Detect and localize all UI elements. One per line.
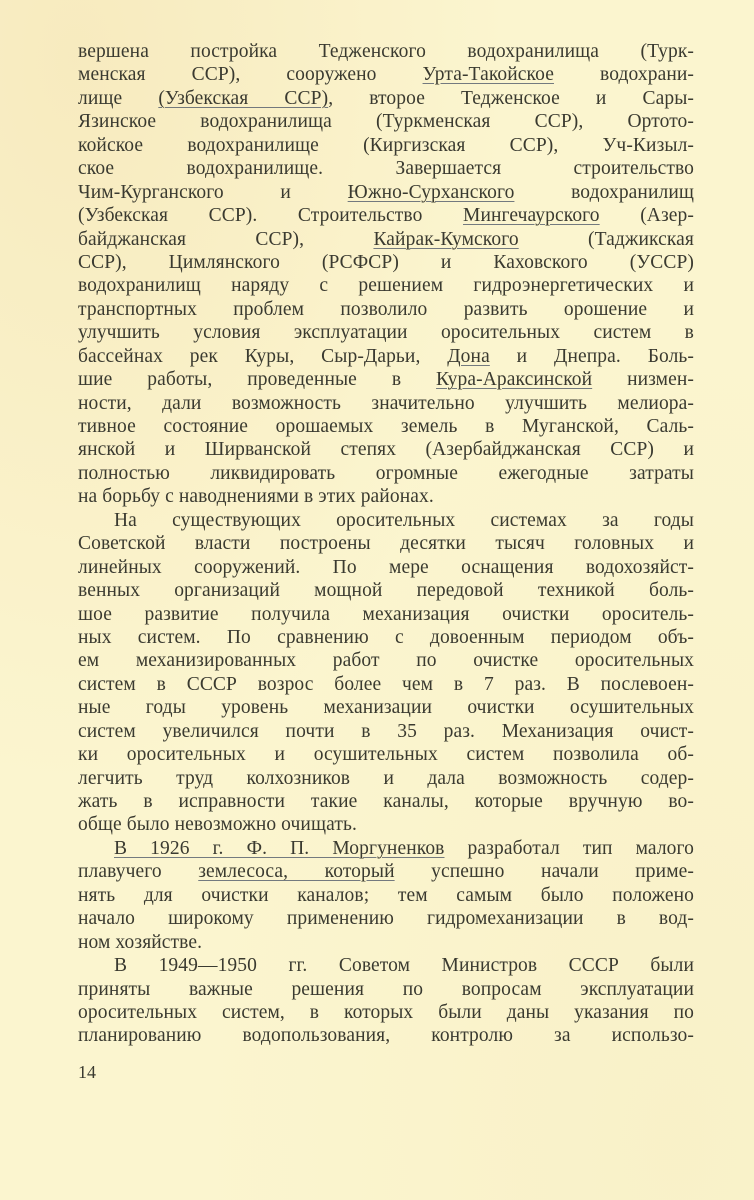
- text-line: На существующих оросительных системах за годы: [114, 509, 694, 531]
- pencil-underline: В 1926 г. Ф. П. Моргуненков: [114, 837, 445, 859]
- text-line: В 1949—1950 гг. Советом Министров СССР были: [114, 955, 694, 977]
- paragraph-2: [78, 509, 694, 837]
- text-line: ки оросительных и осушительных систем позволила об-: [78, 744, 694, 766]
- text-line: ном хозяйстве.: [78, 931, 203, 953]
- text-line: транспортных проблем позволило развить орошение и: [78, 298, 694, 320]
- text-line: оросительных систем, в которых были даны указания по: [78, 1001, 694, 1023]
- text-line: шое развитие получила механизация очистки ороситель-: [78, 603, 694, 625]
- text-line: жать в исправности такие каналы, которые вручную во-: [78, 791, 694, 812]
- text-line: приняты важные решения по вопросам эксплуатации: [78, 978, 694, 1000]
- text-line: бассейнах рек Куры, Сыр-Дарьи, Дона и Днепра. Боль-: [78, 345, 694, 367]
- text-line: ности, дали возможность значительно улучшить мелиора-: [78, 392, 694, 414]
- text-line: ные годы уровень механизации очистки осушительных: [78, 697, 694, 719]
- text-line: улучшить условия эксплуатации оросительных систем в: [78, 322, 694, 344]
- text-line: обще было невозможно очищать.: [78, 814, 357, 836]
- paragraph-4: [78, 954, 694, 1048]
- text-line: нять для очистки каналов; тем самым было положено: [78, 884, 694, 906]
- text-line: В 1926 г. Ф. П. Моргуненков разработал тип малого: [114, 837, 694, 859]
- text-line: Советской власти построены десятки тысяч головных и: [78, 533, 694, 555]
- text-line: шие работы, проведенные в Кура-Араксинской низмен-: [78, 369, 694, 391]
- text-line: водохранилищ наряду с решением гидроэнергетических и: [78, 275, 694, 297]
- text-line: Чим-Курганского и Южно-Сурханского водохранилищ: [78, 181, 694, 203]
- paragraph-1: [78, 40, 694, 509]
- text-line: лище (Узбекская ССР), второе Теджeнское и Сары-: [78, 87, 695, 109]
- text-line: (Узбекская ССР). Строительство Мингечаурского (Азер-: [78, 205, 694, 227]
- text-line: полностью ликвидировать огромные ежегодные затраты: [78, 462, 694, 484]
- text-line: тивное состояние орошаемых земель в Муганской, Саль-: [78, 416, 694, 437]
- text-line: систем в СССР возрос более чем в 7 раз. В послевоен-: [78, 673, 694, 695]
- text-line: менская ССР), сооружено Урта-Такойское водохрани-: [78, 64, 694, 86]
- text-line: ское водохранилище. Завершается строительство: [78, 158, 694, 180]
- text-line: ных систем. По сравнению с довоенным периодом объ-: [78, 626, 694, 648]
- page-number: 14: [78, 1062, 96, 1082]
- pencil-underline: Мингечаурского: [463, 205, 600, 227]
- pencil-underline: Урта-Такойское: [422, 64, 554, 86]
- text-line: байджанская ССР), Кайрак-Кумского (Таджикская: [78, 228, 694, 250]
- text-line: линейных сооружений. По мере оснащения водохозяйст-: [78, 556, 694, 578]
- pencil-underline: Кайрак-Кумского: [373, 228, 519, 250]
- text-line: койское водохранилище (Киргизская ССР), Уч-Кизыл-: [78, 134, 694, 156]
- pencil-underline: Южно-Сурханского: [347, 181, 515, 203]
- text-line: вершена постройка Теджeнского водохранилища (Турк-: [78, 41, 694, 62]
- pencil-underline: (Узбекская ССР): [158, 87, 329, 109]
- pencil-underline: Дона: [447, 345, 490, 367]
- pencil-underline: землесоса, который: [198, 861, 395, 883]
- text-line: янской и Ширванской степях (Азербайджанская ССР) и: [78, 439, 694, 461]
- document-page: [78, 40, 694, 1048]
- text-line: начало широкому применению гидромеханизации в вод-: [78, 908, 694, 930]
- text-line: ССР), Цимлянского (РСФСР) и Каховского (УССР): [78, 251, 694, 273]
- text-line: планированию водопользования, контролю за использо-: [78, 1025, 694, 1047]
- text-line: на борьбу с наводнениями в этих районах.: [78, 486, 434, 508]
- text-line: легчить труд колхозников и дала возможность содер-: [78, 767, 694, 789]
- pencil-underline: Кура-Араксинской: [436, 369, 593, 391]
- text-line: ем механизированных работ по очистке оросительных: [78, 650, 694, 672]
- text-line: систем увеличился почти в 35 раз. Механизация очист-: [78, 720, 694, 742]
- paragraph-3: [78, 837, 694, 954]
- text-line: венных организаций мощной передовой техникой боль-: [78, 580, 694, 602]
- text-line: Язинское водохранилища (Туркменская ССР), Ортото-: [78, 111, 694, 133]
- text-line: плавучего землесоса, который успешно начали приме-: [78, 861, 694, 883]
